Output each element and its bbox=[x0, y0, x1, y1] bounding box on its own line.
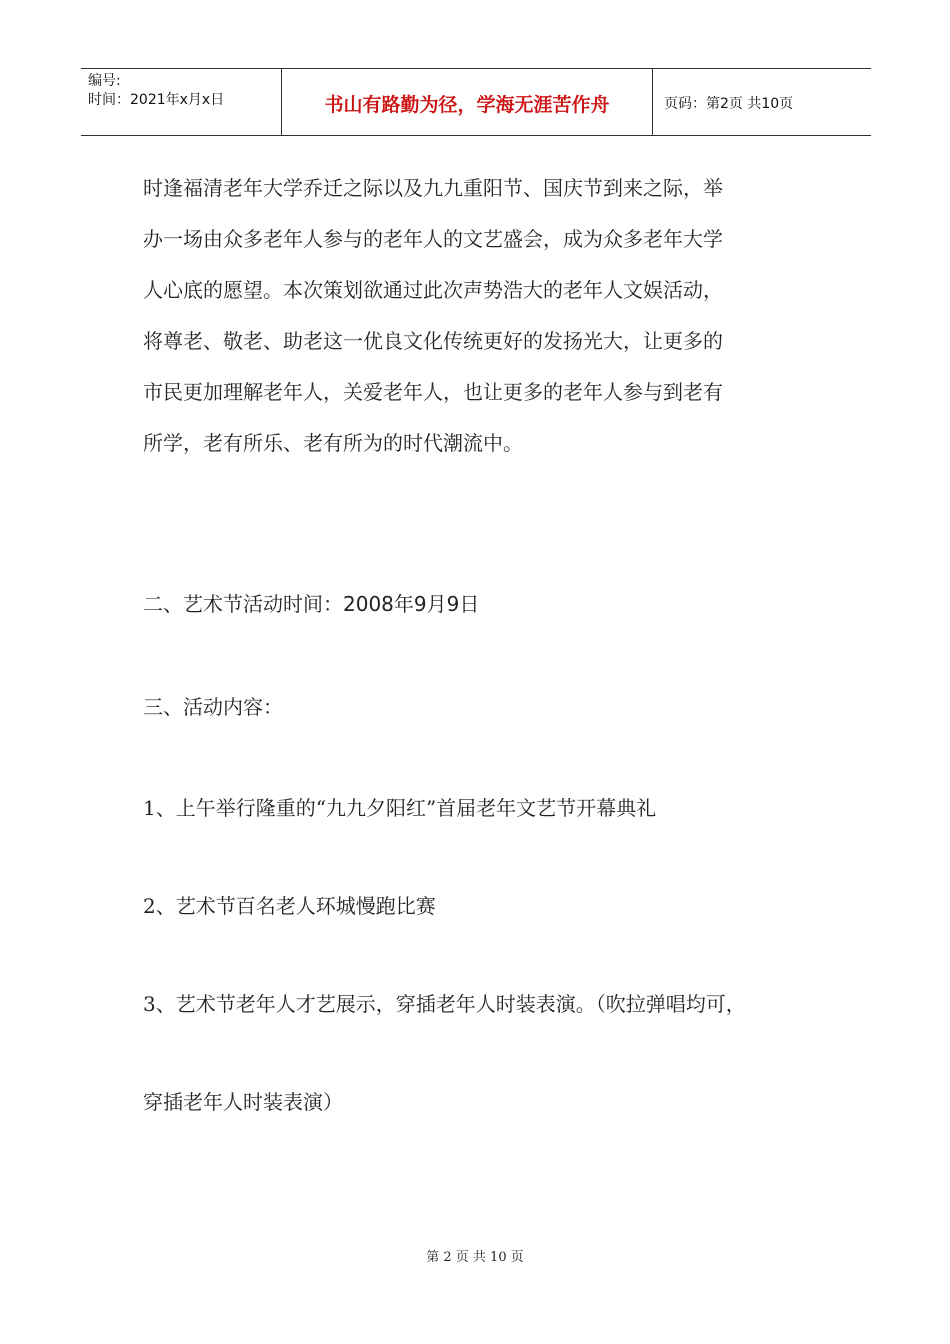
intro-line: 所学，老有所乐、老有所为的时代潮流中。 bbox=[143, 431, 523, 455]
intro-line: 时逢福清老年大学乔迁之际以及九九重阳节、国庆节到来之际，举 bbox=[143, 176, 723, 200]
activity-item-1: 1、上午举行隆重的“九九夕阳红”首届老年文艺节开幕典礼 bbox=[143, 796, 657, 820]
header-left-cell bbox=[81, 69, 281, 135]
page-header bbox=[81, 68, 871, 136]
activity-item-3-continued: 穿插老年人时装表演） bbox=[143, 1090, 343, 1114]
section-event-time: 二、艺术节活动时间：2008年9月9日 bbox=[143, 592, 480, 616]
intro-paragraph bbox=[143, 163, 803, 469]
activity-item-3: 3、艺术节老年人才艺展示，穿插老年人时装表演。（吹拉弹唱均可， bbox=[143, 992, 746, 1016]
intro-line: 人心底的愿望。本次策划欲通过此次声势浩大的老年人文娱活动， bbox=[143, 278, 723, 302]
header-motto: 书山有路勤为径，学海无涯苦作舟 bbox=[281, 69, 653, 135]
intro-line: 办一场由众多老年人参与的老年人的文艺盛会，成为众多老年大学 bbox=[143, 227, 723, 251]
activity-item-2: 2、艺术节百名老人环城慢跑比赛 bbox=[143, 894, 436, 918]
page-footer: 第 2 页 共 10 页 bbox=[426, 1250, 524, 1265]
serial-number-label: 编号: bbox=[88, 73, 121, 89]
section-activity-content: 三、活动内容： bbox=[143, 695, 283, 719]
intro-line: 市民更加理解老年人，关爱老年人，也让更多的老年人参与到老有 bbox=[143, 380, 723, 404]
intro-line: 将尊老、敬老、助老这一优良文化传统更好的发扬光大，让更多的 bbox=[143, 329, 723, 353]
date-label: 时间：2021年x月x日 bbox=[88, 92, 225, 108]
header-page-number: 页码：第2页 共10页 bbox=[664, 96, 794, 112]
